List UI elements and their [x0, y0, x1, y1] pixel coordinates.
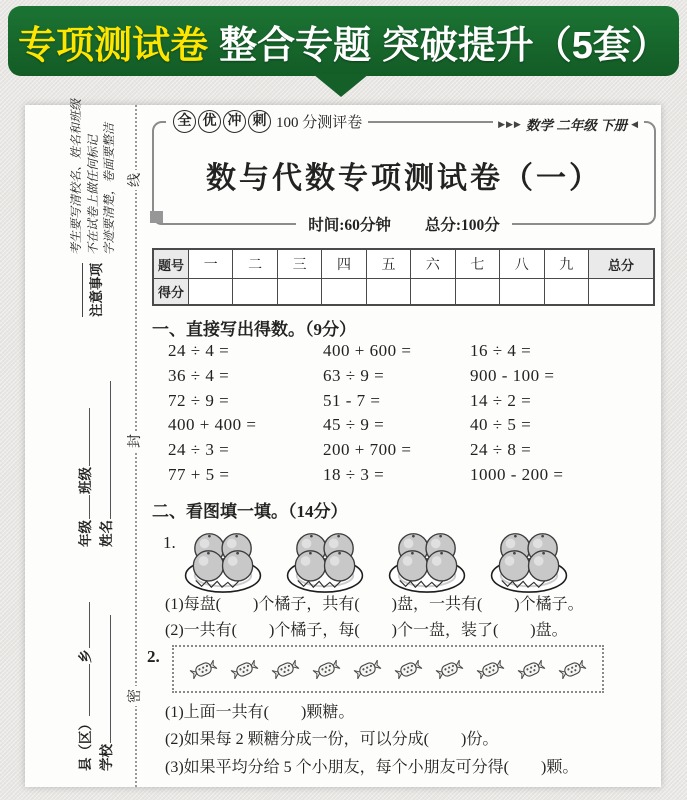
school-fields-block [75, 603, 119, 771]
candy-icon [311, 657, 342, 682]
write-line [99, 615, 111, 743]
brand-badge [166, 110, 368, 133]
score-empty-cell [455, 279, 499, 306]
math-problem: 72 ÷ 9 = [168, 390, 230, 410]
time-limit: 时间:60分钟 [308, 217, 391, 234]
score-table-header-cell: 七 [455, 249, 499, 279]
score-table-header-cell: 二 [233, 249, 277, 279]
math-problem: 1000 - 200 = [470, 464, 564, 484]
brand-circled-char: 刺 [248, 110, 271, 133]
score-table [152, 248, 655, 306]
candy-icon [475, 657, 506, 682]
score-table-header-cell: 一 [189, 249, 233, 279]
math-problem: 63 ÷ 9 = [323, 365, 385, 385]
math-problem: 14 ÷ 2 = [470, 390, 532, 410]
candy-icon [516, 657, 547, 682]
brand-suffix: 100 分测评卷 [276, 115, 363, 131]
candy-icon [393, 657, 424, 682]
score-table-header-cell: 五 [366, 249, 410, 279]
question1-lines [165, 592, 584, 643]
paper-title: 数与代数专项测试卷（一） [206, 162, 602, 195]
score-table-header-cell: 六 [411, 249, 455, 279]
math-problem: 24 ÷ 3 = [168, 440, 230, 460]
corner-square-decoration [150, 211, 163, 223]
math-problem: 51 - 7 = [323, 390, 381, 410]
math-problem: 400 + 400 = [168, 415, 257, 435]
brand-circled-char: 优 [198, 110, 221, 133]
notice-items [68, 99, 118, 255]
score-empty-cell [277, 279, 321, 306]
math-problem: 77 + 5 = [168, 464, 230, 484]
score-table-header-cell: 九 [544, 249, 589, 279]
school-field-label: 学校 [99, 744, 114, 771]
score-empty-cell [589, 279, 655, 306]
score-empty-cell [322, 279, 366, 306]
question1-number: 1. [163, 533, 176, 552]
write-line [78, 495, 90, 519]
total-score: 总分:100分 [424, 217, 500, 234]
notice-item: 不在试卷上做任何标记 [85, 134, 100, 255]
paper-header-box [152, 114, 656, 234]
math-problem: 24 ÷ 4 = [168, 341, 230, 360]
score-empty-cell [544, 279, 589, 306]
candy-icon [557, 657, 588, 682]
write-line [78, 603, 90, 649]
score-empty-cell [189, 279, 233, 306]
paper-meta [154, 213, 654, 235]
write-line [99, 381, 111, 519]
math-problem: 18 ÷ 3 = [323, 464, 385, 484]
score-table-header-row [153, 249, 654, 279]
test-paper [25, 98, 661, 787]
candy-icon [434, 657, 465, 682]
candy-illustration-box [172, 645, 604, 693]
field-row [96, 367, 117, 547]
notice-item: 考生要写清校名、姓名和班级 [69, 98, 84, 255]
arrow-left-icon: ◀ [631, 118, 639, 129]
brand-circles [172, 110, 272, 133]
question2-lines [165, 699, 578, 781]
section1-heading: 一、直接写出得数。（9分） [152, 320, 356, 339]
county-field-label: 县（区） [78, 717, 93, 771]
write-line [78, 408, 90, 466]
fill-blank-line: (1)每盘( )个橘子，共有( )盘，一共有( )个橘子。 [165, 596, 584, 613]
candy-icon [352, 657, 383, 682]
candy-icon [270, 657, 301, 682]
student-fields-block [75, 367, 119, 547]
fill-blank-line: (2)一共有( )个橘子，每( )个一盘，装了( )盘。 [165, 621, 568, 639]
score-empty-cell [366, 279, 410, 306]
banner-highlight-text: 专项测试卷 [18, 24, 209, 67]
banner-tail-pointer [313, 74, 369, 97]
notice-item: 字迹要清楚，卷面要整洁 [102, 122, 117, 255]
exam-notice-block [67, 98, 119, 317]
math-problem: 16 ÷ 4 = [470, 341, 532, 360]
fill-blank-line: (3)如果平均分给 5 个小朋友，每个小朋友可分得( )颗。 [165, 758, 579, 776]
score-empty-cell [500, 279, 544, 306]
brand-circled-char: 全 [173, 110, 196, 133]
math-problem: 200 + 700 = [323, 440, 412, 460]
field-row [75, 367, 96, 547]
math-problem: 45 ÷ 9 = [323, 415, 385, 435]
score-table-header-cell: 八 [500, 249, 544, 279]
field-row [96, 603, 117, 771]
orange-plates-illustration [183, 525, 569, 595]
notice-label: 注意事项 [82, 263, 105, 317]
edition-label [493, 114, 644, 134]
field-row [75, 603, 96, 771]
orange-plate-icon [183, 525, 263, 595]
math-problem: 400 + 600 = [323, 341, 412, 360]
score-table-header-cell: 三 [277, 249, 321, 279]
orange-plate-icon [285, 525, 365, 595]
name-field-label: 姓名 [99, 520, 114, 547]
grade-field-label: 年级 [78, 520, 93, 547]
math-problem: 36 ÷ 4 = [168, 365, 230, 385]
arrows-right-icon: ▶▶▶ [498, 118, 522, 129]
score-row-label: 得分 [153, 279, 189, 306]
score-table-header-cell: 四 [322, 249, 366, 279]
math-problem: 40 ÷ 5 = [470, 415, 532, 435]
score-table-header-cell: 总分 [589, 249, 655, 279]
math-problem: 24 ÷ 8 = [470, 440, 532, 460]
question2-number: 2. [147, 647, 160, 666]
seal-char-mi: 密 [127, 686, 145, 706]
class-field-label: 班级 [78, 467, 93, 494]
write-line [78, 664, 90, 716]
score-table-header-cell: 题号 [153, 249, 189, 279]
seal-char-line: 线 [127, 170, 145, 190]
seal-char-feng: 封 [127, 431, 145, 451]
score-empty-cell [233, 279, 277, 306]
edition-text: 数学 二年级 下册 [525, 118, 628, 133]
orange-plate-icon [489, 525, 569, 595]
brand-circled-char: 冲 [223, 110, 246, 133]
township-field-label: 乡 [78, 649, 93, 663]
orange-plate-icon [387, 525, 467, 595]
candy-icon [188, 657, 219, 682]
banner-rest-text: 整合专题 突破提升（5套） [219, 24, 669, 67]
section2-heading: 二、看图填一填。（14分） [152, 502, 348, 521]
problems-grid [168, 341, 646, 490]
score-empty-cell [411, 279, 455, 306]
promo-banner [8, 6, 679, 76]
score-table-score-row [153, 279, 654, 306]
candy-icon [229, 657, 260, 682]
math-problem: 900 - 100 = [470, 365, 555, 385]
fill-blank-line: (1)上面一共有( )颗糖。 [165, 704, 355, 721]
fill-blank-line: (2)如果每 2 颗糖分成一份，可以分成( )份。 [165, 731, 499, 749]
